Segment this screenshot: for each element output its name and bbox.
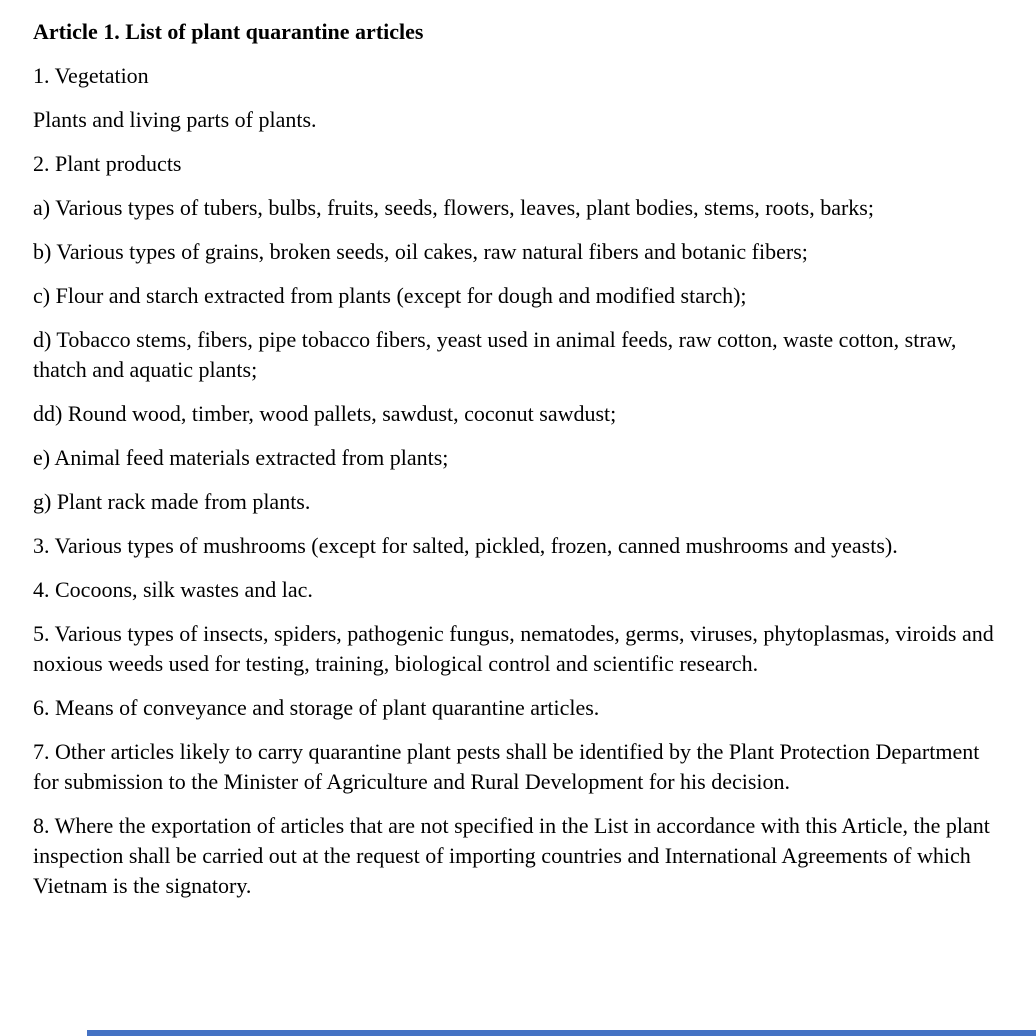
paragraph: 3. Various types of mushrooms (except for salted, pickled, frozen, canned mushrooms and yeasts). [33, 533, 898, 558]
paragraph: c) Flour and starch extracted from plants (except for dough and modified starch); [33, 283, 747, 308]
paragraph: 6. Means of conveyance and storage of plant quarantine articles. [33, 695, 600, 720]
paragraph: 5. Various types of insects, spiders, pathogenic fungus, nematodes, germs, viruses, phytoplasmas, viroids and noxious weeds used for testing, training, biological control and scientific research. [33, 621, 994, 676]
cutoff-table-top-edge [87, 1030, 1036, 1036]
paragraph: b) Various types of grains, broken seeds, oil cakes, raw natural fibers and botanic fibers; [33, 239, 808, 264]
paragraph: 7. Other articles likely to carry quarantine plant pests shall be identified by the Plant Protection Department for submission to the Minister of Agriculture and Rural Development for his decision. [33, 739, 980, 794]
paragraph: 1. Vegetation [33, 63, 149, 88]
paragraph: Plants and living parts of plants. [33, 107, 317, 132]
paragraph: 4. Cocoons, silk wastes and lac. [33, 577, 313, 602]
article-heading: Article 1. List of plant quarantine articles [33, 19, 424, 44]
paragraph: 2. Plant products [33, 151, 182, 176]
paragraph: d) Tobacco stems, fibers, pipe tobacco fibers, yeast used in animal feeds, raw cotton, waste cotton, straw, thatch and aquatic plants; [33, 327, 957, 382]
paragraph: e) Animal feed materials extracted from plants; [33, 445, 449, 470]
paragraph: 8. Where the exportation of articles that are not specified in the List in accordance with this Article, the plant inspection shall be carried out at the request of importing countries and International Agreements of which Vietnam is the signatory. [33, 813, 990, 898]
paragraph: dd) Round wood, timber, wood pallets, sawdust, coconut sawdust; [33, 401, 617, 426]
paragraph: a) Various types of tubers, bulbs, fruits, seeds, flowers, leaves, plant bodies, stems, roots, barks; [33, 195, 874, 220]
paragraph: g) Plant rack made from plants. [33, 489, 311, 514]
